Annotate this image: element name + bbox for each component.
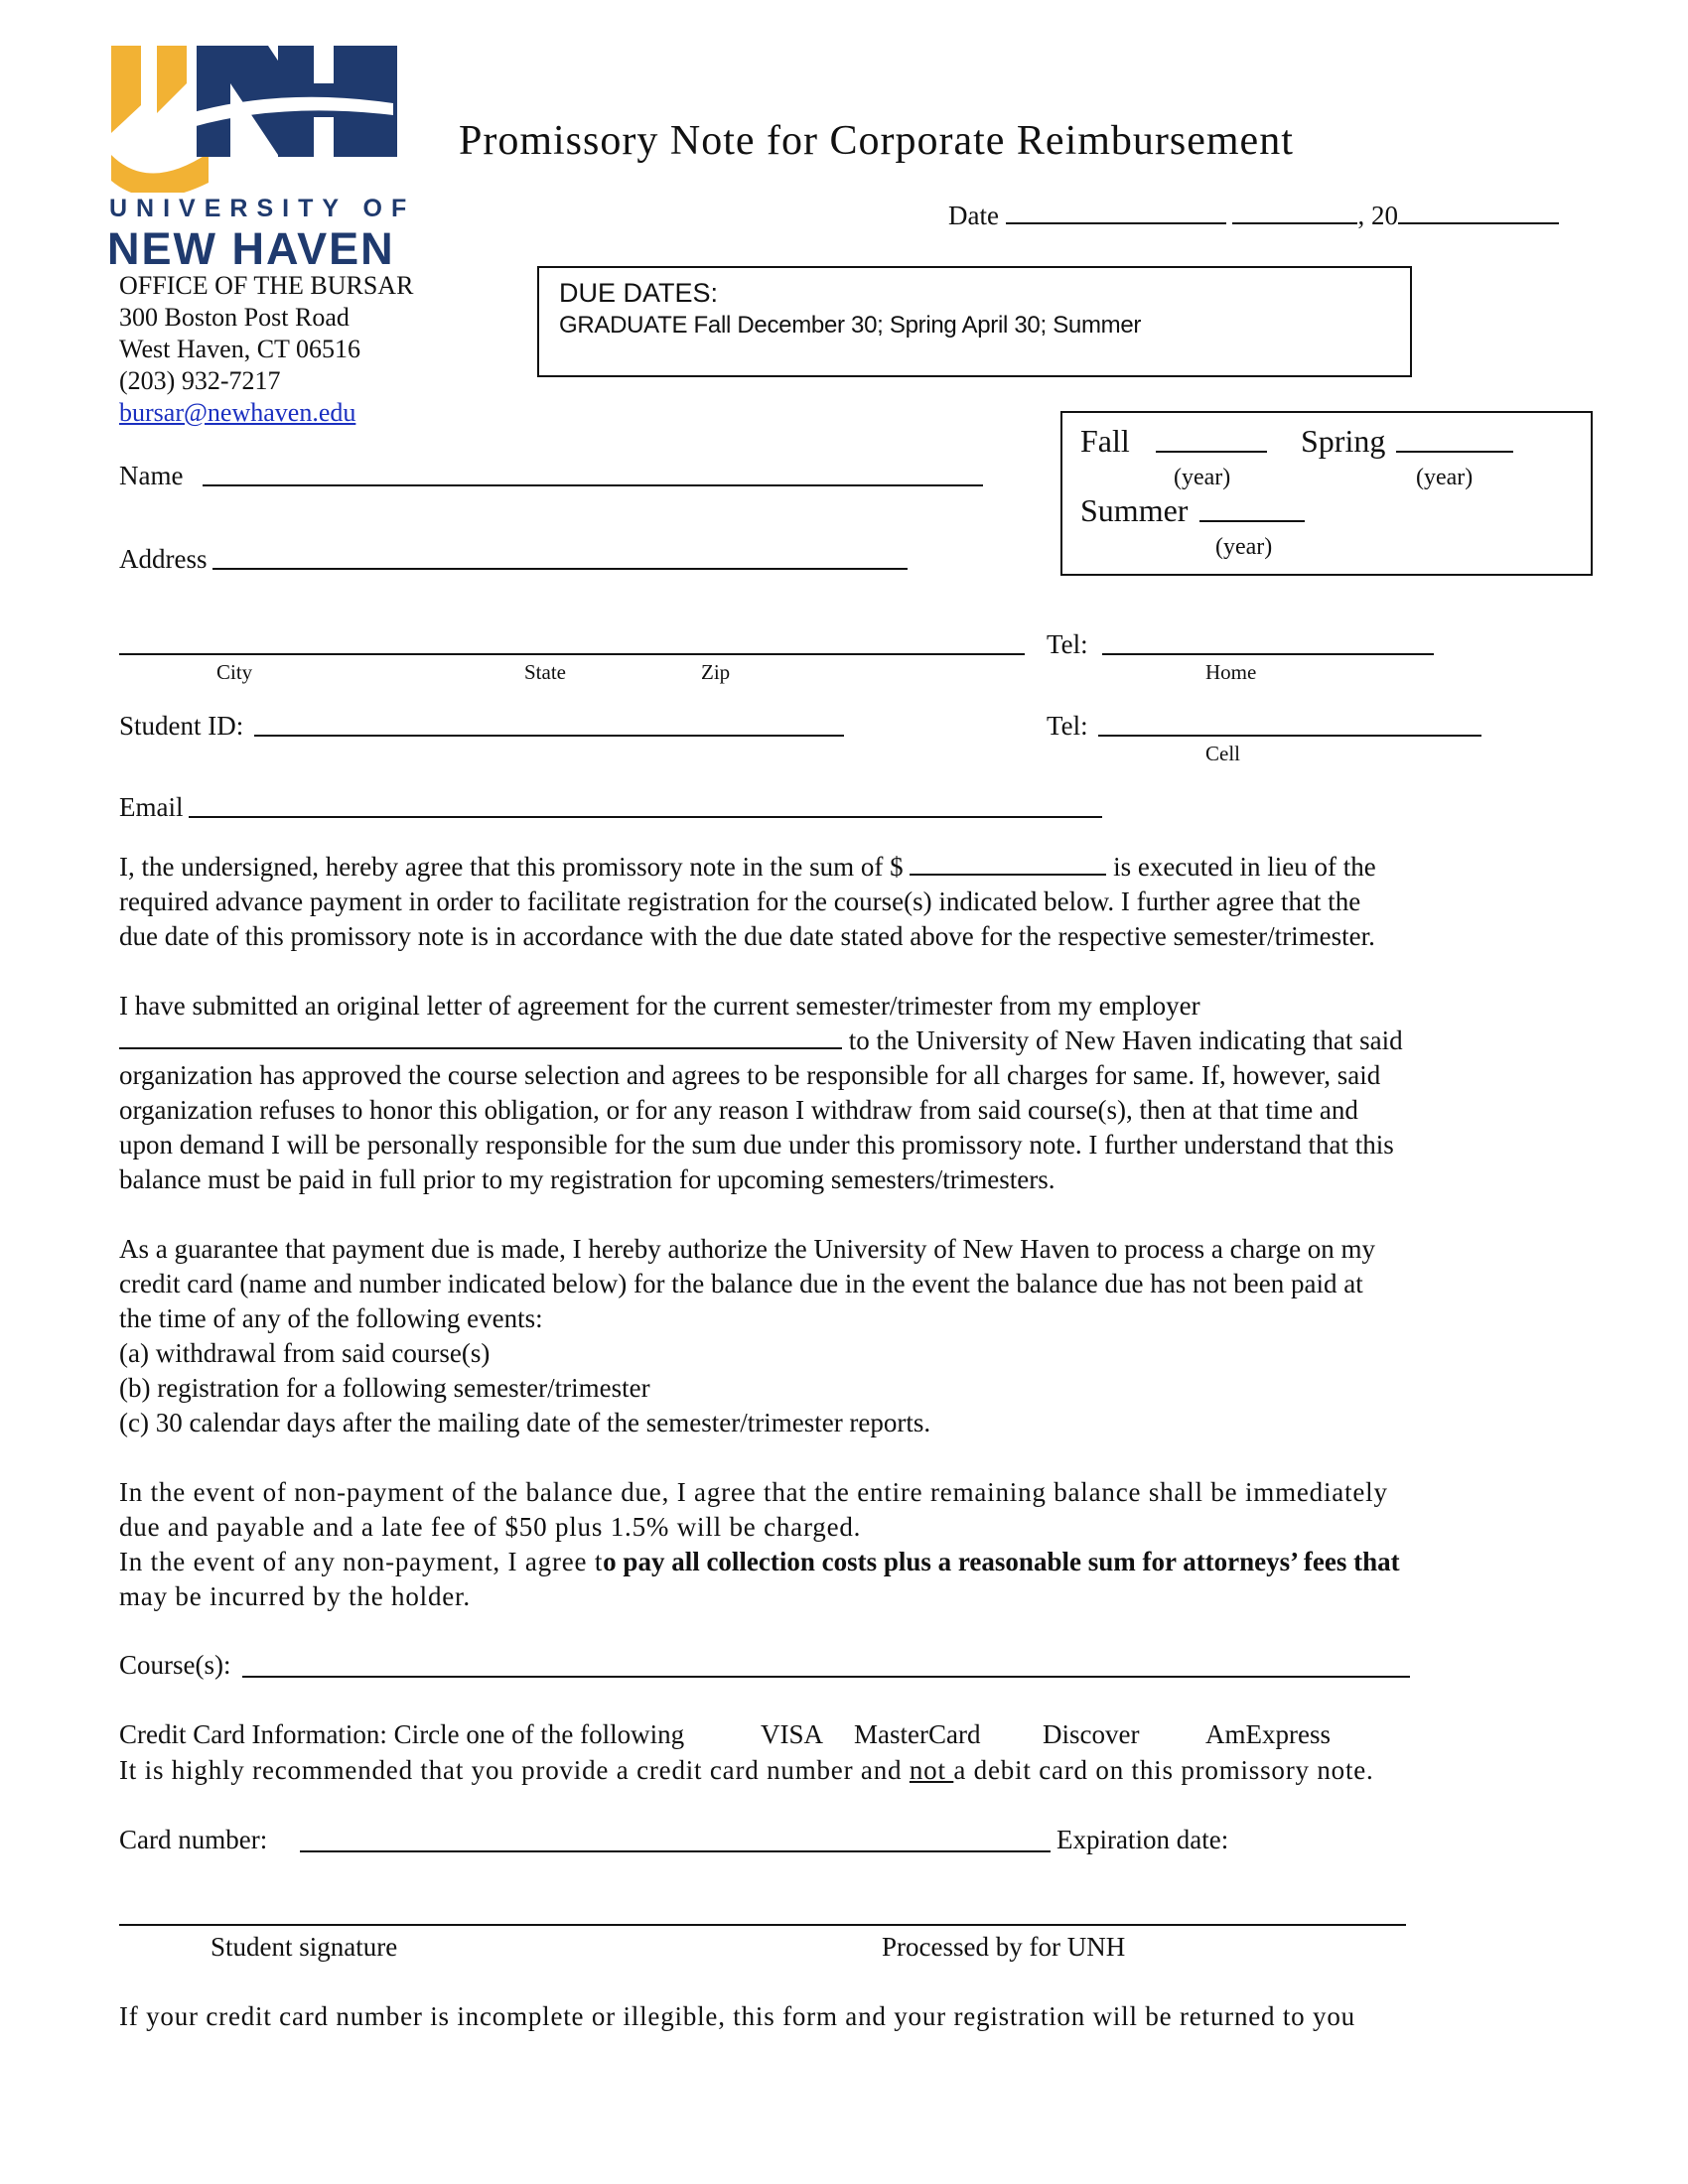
p3-line2: credit card (name and number indicated below) for the balance due in the event the balance due has not been paid at bbox=[119, 1269, 1363, 1298]
address-field[interactable] bbox=[212, 542, 908, 570]
due-dates-text: GRADUATE Fall December 30; Spring April 30; Summer bbox=[559, 312, 1142, 339]
term-spring-label: Spring bbox=[1301, 423, 1386, 459]
p1-line3: due date of this promissory note is in accordance with the due date stated above for the respective semester/trimester. bbox=[119, 921, 1375, 951]
p2-line3: organization has approved the course selection and agrees to be responsible for all charges for same. If, however, said bbox=[119, 1060, 1381, 1090]
expiration-label: Expiration date: bbox=[1056, 1825, 1229, 1854]
bursar-phone: (203) 932-7217 bbox=[119, 366, 281, 395]
signature-line[interactable] bbox=[119, 1898, 1406, 1926]
p4-line3 bbox=[119, 1545, 1400, 1579]
bursar-address bbox=[119, 270, 413, 429]
processed-by-label: Processed by for UNH bbox=[882, 1932, 1126, 1962]
logo-university-of: UNIVERSITY OF bbox=[109, 195, 416, 222]
p3-line3: the time of any of the following events: bbox=[119, 1303, 543, 1333]
address-label: Address bbox=[119, 544, 208, 574]
p3-item-b: (b) registration for a following semester/trimester bbox=[119, 1373, 650, 1403]
due-dates-box bbox=[537, 266, 1412, 377]
option-visa[interactable]: VISA bbox=[761, 1719, 824, 1749]
card-number-field[interactable] bbox=[300, 1825, 1051, 1852]
p2-line6: balance must be paid in full prior to my registration for upcoming semesters/trimesters. bbox=[119, 1164, 1055, 1194]
p2-line5: upon demand I will be personally responsible for the sum due under this promissory note. I further understand that this bbox=[119, 1130, 1394, 1160]
recommendation-line bbox=[119, 1753, 1374, 1788]
p2-line1: I have submitted an original letter of agreement for the current semester/trimester from my employer bbox=[119, 991, 1200, 1021]
p1-line2: required advance payment in order to facilitate registration for the course(s) indicated below. I further agree that the bbox=[119, 887, 1361, 916]
p1-line1 bbox=[119, 850, 1376, 885]
city-hint: City bbox=[216, 660, 253, 684]
p1-text-b: is executed in lieu of the bbox=[1113, 852, 1376, 882]
student-id-field[interactable] bbox=[254, 709, 844, 737]
option-discover[interactable]: Discover bbox=[1043, 1719, 1140, 1749]
term-summer-label: Summer bbox=[1080, 492, 1189, 528]
date-label: Date bbox=[948, 201, 999, 230]
term-spring-field[interactable] bbox=[1396, 425, 1513, 453]
bursar-email-link[interactable]: bursar@newhaven.edu bbox=[119, 398, 356, 427]
student-signature-label: Student signature bbox=[211, 1932, 398, 1962]
recommendation-text-b: a debit card on this promissory note. bbox=[953, 1755, 1374, 1785]
bursar-office: OFFICE OF THE BURSAR bbox=[119, 271, 414, 300]
term-summer-field[interactable] bbox=[1199, 494, 1305, 522]
p2-line4: organization refuses to honor this obligation, or for any reason I withdraw from said course(s), then at that time and bbox=[119, 1095, 1358, 1125]
footer-note: If your credit card number is incomplete or illegible, this form and your registration will be returned to you bbox=[119, 2001, 1355, 2031]
option-mastercard[interactable]: MasterCard bbox=[854, 1719, 981, 1749]
zip-hint: Zip bbox=[701, 660, 731, 684]
city-state-zip-field[interactable] bbox=[119, 627, 1025, 655]
name-label: Name bbox=[119, 461, 184, 490]
recommendation-text-a: It is highly recommended that you provide a credit card number and bbox=[119, 1755, 910, 1785]
term-spring-year-hint: (year) bbox=[1416, 465, 1474, 490]
date-year-field[interactable] bbox=[1398, 199, 1559, 224]
p3-line1: As a guarantee that payment due is made, I hereby authorize the University of New Haven to process a charge on my bbox=[119, 1234, 1376, 1264]
date-year-prefix: , 20 bbox=[1357, 201, 1398, 230]
tel-cell-field[interactable] bbox=[1098, 709, 1481, 737]
name-field[interactable] bbox=[203, 459, 983, 486]
p4-text-c: In the event of any non-payment, I agree t bbox=[119, 1547, 604, 1576]
option-amexpress[interactable]: AmExpress bbox=[1205, 1719, 1331, 1749]
student-id-label: Student ID: bbox=[119, 711, 244, 741]
employer-field[interactable] bbox=[119, 1024, 842, 1049]
home-hint: Home bbox=[1205, 660, 1257, 684]
p4-line1: In the event of non-payment of the balance due, I agree that the entire remaining balance shall be immediately bbox=[119, 1477, 1388, 1507]
tel-home-label: Tel: bbox=[1047, 629, 1088, 659]
credit-card-label: Credit Card Information: Circle one of the following bbox=[119, 1719, 685, 1749]
card-number-label: Card number: bbox=[119, 1825, 268, 1854]
email-label: Email bbox=[119, 792, 184, 822]
p4-line4: may be incurred by the holder. bbox=[119, 1581, 471, 1611]
state-hint: State bbox=[524, 660, 566, 684]
p2-line2 bbox=[119, 1024, 1403, 1058]
term-summer-year-hint: (year) bbox=[1215, 534, 1273, 560]
courses-label: Course(s): bbox=[119, 1650, 231, 1680]
p3-item-a: (a) withdrawal from said course(s) bbox=[119, 1338, 491, 1368]
sum-field[interactable] bbox=[910, 850, 1106, 876]
date-month-field[interactable] bbox=[1006, 199, 1226, 224]
p4-line2: due and payable and a late fee of $50 plus 1.5% will be charged. bbox=[119, 1512, 862, 1542]
p1-text-a: I, the undersigned, hereby agree that this promissory note in the sum of $ bbox=[119, 852, 904, 882]
p3-item-c: (c) 30 calendar days after the mailing date of the semester/trimester reports. bbox=[119, 1408, 931, 1437]
p4-text-bold: o pay all collection costs plus a reasonable sum for attorneys’ fees that bbox=[603, 1547, 1400, 1576]
courses-field[interactable] bbox=[242, 1650, 1410, 1678]
due-dates-title: DUE DATES: bbox=[559, 278, 719, 308]
bursar-city: West Haven, CT 06516 bbox=[119, 335, 360, 363]
unh-monogram-icon bbox=[109, 44, 397, 193]
recommendation-not: not bbox=[909, 1755, 954, 1785]
p2-text-b: to the University of New Haven indicating that said bbox=[848, 1025, 1403, 1055]
term-box bbox=[1060, 411, 1593, 576]
tel-cell-label: Tel: bbox=[1047, 711, 1088, 741]
term-fall-year-hint: (year) bbox=[1174, 465, 1231, 490]
term-fall-label: Fall bbox=[1080, 423, 1130, 459]
term-fall-field[interactable] bbox=[1156, 425, 1267, 453]
tel-home-field[interactable] bbox=[1102, 627, 1434, 655]
cell-hint: Cell bbox=[1205, 742, 1240, 765]
date-day-field[interactable] bbox=[1232, 199, 1357, 224]
logo-new-haven: NEW HAVEN bbox=[107, 223, 395, 274]
bursar-street: 300 Boston Post Road bbox=[119, 303, 350, 332]
date-row bbox=[948, 199, 1559, 233]
email-field[interactable] bbox=[189, 790, 1102, 818]
page-title: Promissory Note for Corporate Reimbursement bbox=[459, 118, 1294, 164]
